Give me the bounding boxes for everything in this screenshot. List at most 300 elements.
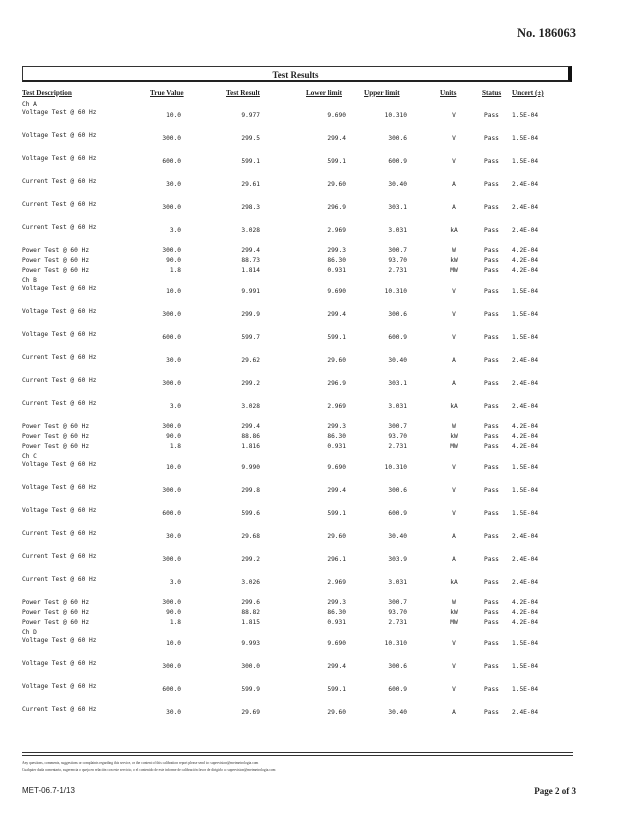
uncertainty: 4.2E-04: [512, 267, 539, 274]
table-row: [0, 619, 622, 629]
status: Pass: [484, 423, 499, 430]
test-description: Power Test @ 60 Hz: [22, 423, 90, 430]
status: Pass: [484, 288, 499, 295]
lower-limit: 86.30: [327, 433, 346, 440]
status: Pass: [484, 533, 499, 540]
upper-limit: 2.731: [388, 267, 407, 274]
true-value: 300.0: [162, 556, 181, 563]
unit: kA: [450, 227, 458, 234]
table-row: [0, 609, 622, 619]
upper-limit: 93.70: [388, 433, 407, 440]
test-description: Power Test @ 60 Hz: [22, 247, 90, 254]
status: Pass: [484, 181, 499, 188]
footer-note-english: Any questions, comments, suggestions or complaints regarding this service, or the content of this calibration report please send to: supervision@metmetrologia.com: [22, 761, 259, 765]
unit: MW: [450, 267, 458, 274]
lower-limit: 9.690: [327, 112, 346, 119]
status: Pass: [484, 487, 499, 494]
unit: V: [452, 487, 456, 494]
unit: kA: [450, 403, 458, 410]
uncertainty: 1.5E-04: [512, 334, 539, 341]
uncertainty: 1.5E-04: [512, 135, 539, 142]
table-row: [0, 637, 622, 660]
uncertainty: 2.4E-04: [512, 357, 539, 364]
uncertainty: 2.4E-04: [512, 579, 539, 586]
status: Pass: [484, 640, 499, 647]
status: Pass: [484, 334, 499, 341]
uncertainty: 1.5E-04: [512, 663, 539, 670]
true-value: 3.0: [169, 227, 181, 234]
test-result: 299.4: [241, 423, 260, 430]
true-value: 300.0: [162, 380, 181, 387]
col-header-units: Units: [440, 89, 457, 97]
status: Pass: [484, 433, 499, 440]
unit: A: [452, 709, 456, 716]
test-result: 299.2: [241, 380, 260, 387]
uncertainty: 4.2E-04: [512, 257, 539, 264]
uncertainty: 4.2E-04: [512, 247, 539, 254]
uncertainty: 2.4E-04: [512, 204, 539, 211]
table-row: [0, 400, 622, 423]
group-label: Ch B: [22, 277, 37, 284]
status: Pass: [484, 663, 499, 670]
test-result: 29.69: [241, 709, 260, 716]
upper-limit: 300.7: [388, 423, 407, 430]
lower-limit: 296.1: [327, 556, 346, 563]
uncertainty: 2.4E-04: [512, 380, 539, 387]
unit: MW: [450, 443, 458, 450]
document-number: No. 186063: [516, 26, 576, 40]
uncertainty: 2.4E-04: [512, 709, 539, 716]
upper-limit: 303.1: [388, 204, 407, 211]
group-label: Ch A: [22, 101, 37, 108]
status: Pass: [484, 510, 499, 517]
unit: V: [452, 112, 456, 119]
table-row: [0, 660, 622, 683]
test-result: 88.82: [241, 609, 260, 616]
table-header: [0, 89, 622, 101]
test-description: Voltage Test @ 60 Hz: [22, 660, 97, 667]
test-result: 1.816: [241, 443, 260, 450]
test-result: 599.6: [241, 510, 260, 517]
test-description: Power Test @ 60 Hz: [22, 609, 90, 616]
table-row: [0, 576, 622, 599]
lower-limit: 29.60: [327, 533, 346, 540]
test-result: 299.5: [241, 135, 260, 142]
lower-limit: 299.3: [327, 599, 346, 606]
unit: V: [452, 464, 456, 471]
true-value: 1.8: [169, 619, 181, 626]
table-row: [0, 599, 622, 609]
true-value: 10.0: [166, 112, 181, 119]
test-description: Voltage Test @ 60 Hz: [22, 484, 97, 491]
table-row: [0, 308, 622, 331]
col-header-description: Test Description: [22, 89, 72, 97]
table-row: [0, 155, 622, 178]
true-value: 300.0: [162, 663, 181, 670]
upper-limit: 300.7: [388, 247, 407, 254]
true-value: 3.0: [169, 579, 181, 586]
test-description: Current Test @ 60 Hz: [22, 201, 97, 208]
test-description: Voltage Test @ 60 Hz: [22, 132, 97, 139]
status: Pass: [484, 709, 499, 716]
true-value: 90.0: [166, 609, 181, 616]
test-result: 29.62: [241, 357, 260, 364]
upper-limit: 300.7: [388, 599, 407, 606]
group-label: Ch C: [22, 453, 37, 460]
upper-limit: 600.9: [388, 510, 407, 517]
uncertainty: 4.2E-04: [512, 599, 539, 606]
unit: kW: [450, 257, 458, 264]
test-result: 1.814: [241, 267, 260, 274]
status: Pass: [484, 257, 499, 264]
footer-note-spanish: Cualquier duda comentario, sugerencia o queja en relación con este servicio, o el contenido de este informe de calibración favor de dirigirlo a: supervision@metmetrologia.com: [22, 768, 276, 772]
unit: A: [452, 556, 456, 563]
test-result: 9.993: [241, 640, 260, 647]
test-result: 29.68: [241, 533, 260, 540]
test-description: Current Test @ 60 Hz: [22, 224, 97, 231]
unit: V: [452, 311, 456, 318]
lower-limit: 296.9: [327, 204, 346, 211]
unit: V: [452, 510, 456, 517]
test-result: 9.977: [241, 112, 260, 119]
test-description: Voltage Test @ 60 Hz: [22, 507, 97, 514]
true-value: 1.8: [169, 267, 181, 274]
test-result: 29.61: [241, 181, 260, 188]
test-description: Current Test @ 60 Hz: [22, 178, 97, 185]
upper-limit: 30.40: [388, 709, 407, 716]
table-row: [0, 257, 622, 267]
lower-limit: 86.30: [327, 609, 346, 616]
uncertainty: 4.2E-04: [512, 619, 539, 626]
unit: V: [452, 135, 456, 142]
true-value: 30.0: [166, 357, 181, 364]
table-row: [0, 201, 622, 224]
upper-limit: 2.731: [388, 619, 407, 626]
uncertainty: 1.5E-04: [512, 158, 539, 165]
uncertainty: 2.4E-04: [512, 533, 539, 540]
upper-limit: 93.70: [388, 609, 407, 616]
table-row: [0, 443, 622, 453]
true-value: 3.0: [169, 403, 181, 410]
unit: W: [452, 423, 456, 430]
test-description: Power Test @ 60 Hz: [22, 267, 90, 274]
unit: V: [452, 640, 456, 647]
uncertainty: 1.5E-04: [512, 487, 539, 494]
footer-divider: [22, 755, 573, 756]
upper-limit: 10.310: [384, 464, 407, 471]
test-description: Voltage Test @ 60 Hz: [22, 461, 97, 468]
true-value: 600.0: [162, 510, 181, 517]
uncertainty: 4.2E-04: [512, 609, 539, 616]
status: Pass: [484, 311, 499, 318]
upper-limit: 600.9: [388, 158, 407, 165]
test-description: Power Test @ 60 Hz: [22, 443, 90, 450]
table-row: [0, 433, 622, 443]
true-value: 30.0: [166, 709, 181, 716]
upper-limit: 3.031: [388, 579, 407, 586]
status: Pass: [484, 556, 499, 563]
test-result: 3.026: [241, 579, 260, 586]
true-value: 10.0: [166, 288, 181, 295]
test-description: Current Test @ 60 Hz: [22, 530, 97, 537]
test-result: 299.9: [241, 311, 260, 318]
status: Pass: [484, 158, 499, 165]
lower-limit: 299.3: [327, 423, 346, 430]
test-result: 9.990: [241, 464, 260, 471]
lower-limit: 599.1: [327, 334, 346, 341]
status: Pass: [484, 599, 499, 606]
test-description: Power Test @ 60 Hz: [22, 599, 90, 606]
lower-limit: 9.690: [327, 464, 346, 471]
uncertainty: 1.5E-04: [512, 640, 539, 647]
upper-limit: 300.6: [388, 663, 407, 670]
status: Pass: [484, 443, 499, 450]
unit: V: [452, 663, 456, 670]
col-header-status: Status: [482, 89, 502, 97]
upper-limit: 93.70: [388, 257, 407, 264]
uncertainty: 2.4E-04: [512, 556, 539, 563]
status: Pass: [484, 204, 499, 211]
test-result: 599.7: [241, 334, 260, 341]
status: Pass: [484, 686, 499, 693]
unit: A: [452, 533, 456, 540]
test-result: 3.028: [241, 227, 260, 234]
uncertainty: 2.4E-04: [512, 403, 539, 410]
test-result: 298.3: [241, 204, 260, 211]
test-description: Voltage Test @ 60 Hz: [22, 683, 97, 690]
lower-limit: 296.9: [327, 380, 346, 387]
test-result: 9.991: [241, 288, 260, 295]
true-value: 300.0: [162, 247, 181, 254]
test-result: 599.9: [241, 686, 260, 693]
lower-limit: 599.1: [327, 686, 346, 693]
true-value: 1.8: [169, 443, 181, 450]
upper-limit: 300.6: [388, 311, 407, 318]
true-value: 10.0: [166, 640, 181, 647]
unit: V: [452, 686, 456, 693]
true-value: 300.0: [162, 599, 181, 606]
uncertainty: 4.2E-04: [512, 433, 539, 440]
test-result: 300.0: [241, 663, 260, 670]
true-value: 300.0: [162, 487, 181, 494]
true-value: 300.0: [162, 311, 181, 318]
test-description: Current Test @ 60 Hz: [22, 377, 97, 384]
upper-limit: 3.031: [388, 227, 407, 234]
table-row: [0, 507, 622, 530]
lower-limit: 599.1: [327, 510, 346, 517]
true-value: 600.0: [162, 686, 181, 693]
col-header-lower-limit: Lower limit: [306, 89, 342, 97]
uncertainty: 1.5E-04: [512, 112, 539, 119]
true-value: 10.0: [166, 464, 181, 471]
table-row: [0, 530, 622, 553]
true-value: 600.0: [162, 334, 181, 341]
table-row: [0, 706, 622, 729]
lower-limit: 299.3: [327, 247, 346, 254]
status: Pass: [484, 619, 499, 626]
upper-limit: 30.40: [388, 357, 407, 364]
lower-limit: 2.969: [327, 579, 346, 586]
lower-limit: 299.4: [327, 663, 346, 670]
uncertainty: 2.4E-04: [512, 181, 539, 188]
uncertainty: 4.2E-04: [512, 423, 539, 430]
test-result: 299.8: [241, 487, 260, 494]
status: Pass: [484, 357, 499, 364]
lower-limit: 299.4: [327, 135, 346, 142]
unit: kW: [450, 433, 458, 440]
upper-limit: 30.40: [388, 533, 407, 540]
uncertainty: 1.5E-04: [512, 464, 539, 471]
form-code: MET-06.7-1/13: [22, 786, 75, 795]
lower-limit: 9.690: [327, 640, 346, 647]
upper-limit: 303.1: [388, 380, 407, 387]
status: Pass: [484, 380, 499, 387]
test-description: Current Test @ 60 Hz: [22, 553, 97, 560]
unit: W: [452, 599, 456, 606]
table-row: [0, 553, 622, 576]
status: Pass: [484, 609, 499, 616]
test-description: Voltage Test @ 60 Hz: [22, 155, 97, 162]
col-header-uncertainty: Uncert (±): [512, 89, 544, 97]
lower-limit: 0.931: [327, 267, 346, 274]
test-description: Voltage Test @ 60 Hz: [22, 285, 97, 292]
test-description: Current Test @ 60 Hz: [22, 576, 97, 583]
test-description: Voltage Test @ 60 Hz: [22, 308, 97, 315]
col-header-true-value: True Value: [150, 89, 184, 97]
test-result: 88.73: [241, 257, 260, 264]
upper-limit: 300.6: [388, 135, 407, 142]
unit: A: [452, 357, 456, 364]
test-description: Current Test @ 60 Hz: [22, 400, 97, 407]
uncertainty: 1.5E-04: [512, 311, 539, 318]
status: Pass: [484, 464, 499, 471]
test-description: Current Test @ 60 Hz: [22, 354, 97, 361]
uncertainty: 1.5E-04: [512, 686, 539, 693]
table-row: [0, 461, 622, 484]
test-description: Voltage Test @ 60 Hz: [22, 109, 97, 116]
unit: V: [452, 334, 456, 341]
test-result: 299.2: [241, 556, 260, 563]
table-row: [0, 377, 622, 400]
status: Pass: [484, 579, 499, 586]
lower-limit: 29.60: [327, 709, 346, 716]
upper-limit: 600.9: [388, 686, 407, 693]
upper-limit: 2.731: [388, 443, 407, 450]
upper-limit: 30.40: [388, 181, 407, 188]
uncertainty: 1.5E-04: [512, 510, 539, 517]
lower-limit: 86.30: [327, 257, 346, 264]
table-row: [0, 109, 622, 132]
table-row: [0, 178, 622, 201]
true-value: 600.0: [162, 158, 181, 165]
unit: A: [452, 380, 456, 387]
upper-limit: 600.9: [388, 334, 407, 341]
unit: kW: [450, 609, 458, 616]
col-header-test-result: Test Result: [226, 89, 260, 97]
lower-limit: 299.4: [327, 487, 346, 494]
test-description: Power Test @ 60 Hz: [22, 257, 90, 264]
upper-limit: 3.031: [388, 403, 407, 410]
test-result: 88.86: [241, 433, 260, 440]
lower-limit: 29.60: [327, 357, 346, 364]
col-header-upper-limit: Upper limit: [364, 89, 400, 97]
unit: MW: [450, 619, 458, 626]
footer-divider: [22, 752, 573, 753]
table-row: [0, 285, 622, 308]
status: Pass: [484, 227, 499, 234]
uncertainty: 1.5E-04: [512, 288, 539, 295]
table-row: [0, 132, 622, 155]
table-row: [0, 331, 622, 354]
true-value: 90.0: [166, 433, 181, 440]
unit: W: [452, 247, 456, 254]
test-description: Power Test @ 60 Hz: [22, 619, 90, 626]
table-row: [0, 423, 622, 433]
group-label: Ch D: [22, 629, 37, 636]
upper-limit: 303.9: [388, 556, 407, 563]
lower-limit: 599.1: [327, 158, 346, 165]
status: Pass: [484, 135, 499, 142]
page-number: Page 2 of 3: [534, 786, 576, 796]
lower-limit: 299.4: [327, 311, 346, 318]
table-row: [0, 224, 622, 247]
table-row: [0, 267, 622, 277]
true-value: 30.0: [166, 533, 181, 540]
status: Pass: [484, 112, 499, 119]
test-result: 3.028: [241, 403, 260, 410]
table-row: [0, 484, 622, 507]
lower-limit: 0.931: [327, 443, 346, 450]
table-title: Test Results: [22, 66, 572, 82]
table-row: [0, 247, 622, 257]
upper-limit: 300.6: [388, 487, 407, 494]
test-result: 299.6: [241, 599, 260, 606]
upper-limit: 10.310: [384, 288, 407, 295]
status: Pass: [484, 403, 499, 410]
test-description: Voltage Test @ 60 Hz: [22, 331, 97, 338]
true-value: 30.0: [166, 181, 181, 188]
uncertainty: 4.2E-04: [512, 443, 539, 450]
true-value: 300.0: [162, 135, 181, 142]
uncertainty: 2.4E-04: [512, 227, 539, 234]
test-description: Current Test @ 60 Hz: [22, 706, 97, 713]
unit: A: [452, 204, 456, 211]
lower-limit: 29.60: [327, 181, 346, 188]
upper-limit: 10.310: [384, 640, 407, 647]
test-description: Voltage Test @ 60 Hz: [22, 637, 97, 644]
true-value: 300.0: [162, 423, 181, 430]
test-description: Power Test @ 60 Hz: [22, 433, 90, 440]
status: Pass: [484, 267, 499, 274]
status: Pass: [484, 247, 499, 254]
upper-limit: 10.310: [384, 112, 407, 119]
lower-limit: 2.969: [327, 403, 346, 410]
test-result: 1.815: [241, 619, 260, 626]
lower-limit: 2.969: [327, 227, 346, 234]
unit: A: [452, 181, 456, 188]
table-row: [0, 683, 622, 706]
table-row: [0, 354, 622, 377]
test-result: 599.1: [241, 158, 260, 165]
true-value: 90.0: [166, 257, 181, 264]
unit: V: [452, 288, 456, 295]
unit: kA: [450, 579, 458, 586]
test-result: 299.4: [241, 247, 260, 254]
lower-limit: 9.690: [327, 288, 346, 295]
lower-limit: 0.931: [327, 619, 346, 626]
unit: V: [452, 158, 456, 165]
true-value: 300.0: [162, 204, 181, 211]
